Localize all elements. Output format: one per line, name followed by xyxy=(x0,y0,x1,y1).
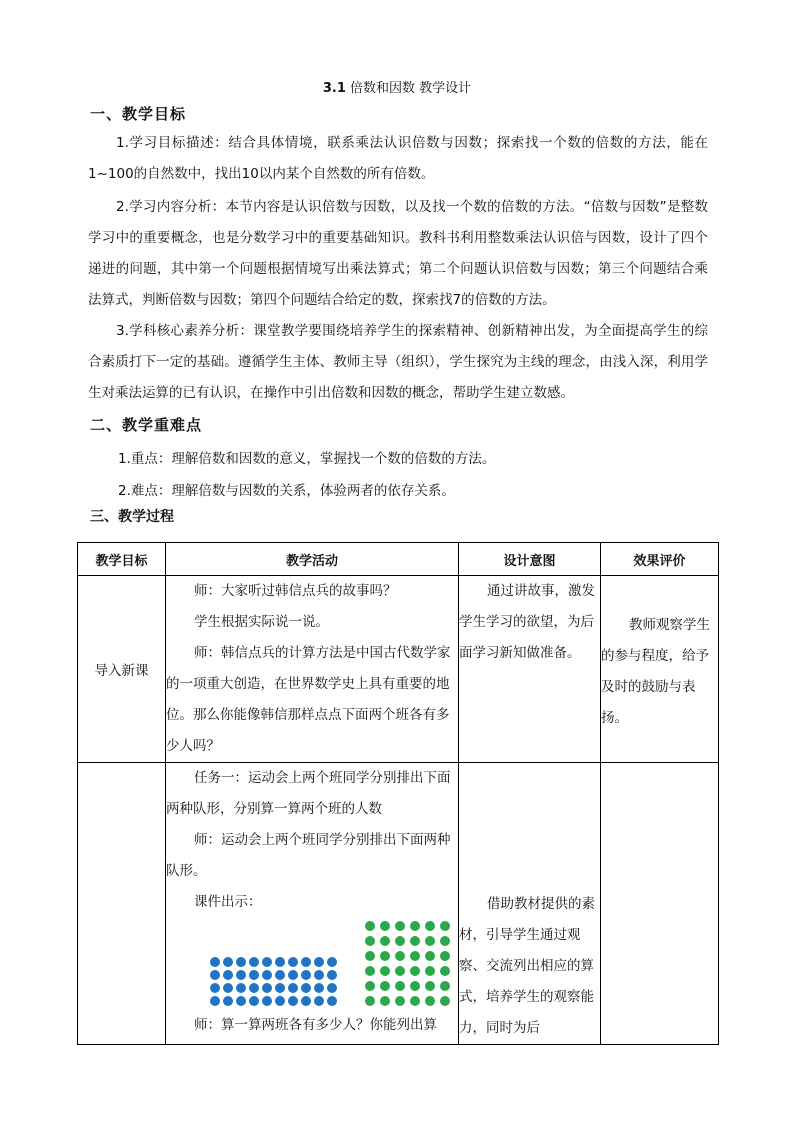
green-dot xyxy=(440,921,450,931)
row1-evaluation xyxy=(601,576,719,763)
intent-text: 通过讲故事，激发学生学习的欲望，为后面学习新知做准备。 xyxy=(459,583,595,661)
green-dot xyxy=(380,921,390,931)
blue-dot xyxy=(236,957,246,967)
green-dot xyxy=(425,981,435,991)
green-dot xyxy=(410,996,420,1006)
green-dot xyxy=(425,921,435,931)
activity-line: 师：大家听过韩信点兵的故事吗？ xyxy=(194,583,397,599)
green-dot xyxy=(410,981,420,991)
blue-dot xyxy=(301,970,311,980)
activity-line: 师：韩信点兵的计算方法是中国古代数学家的一项重大创造，在世界数学史上具有重要的地位。那么你能像韩信那样点点下面两个班各有多少人吗？ xyxy=(166,645,451,754)
green-dot xyxy=(425,966,435,976)
green-dot xyxy=(380,981,390,991)
blue-dot xyxy=(288,983,298,993)
blue-dot xyxy=(327,970,337,980)
page-title xyxy=(0,77,794,96)
blue-dot xyxy=(262,983,272,993)
table-header-row xyxy=(78,543,719,576)
blue-dot xyxy=(210,970,220,980)
blue-dot xyxy=(301,957,311,967)
green-dot xyxy=(395,966,405,976)
blue-dot xyxy=(262,957,272,967)
green-dot xyxy=(440,996,450,1006)
section-heading-process: 三、教学过程 xyxy=(90,509,174,525)
green-dot xyxy=(410,966,420,976)
evaluation-text: 教师观察学生的参与程度，给予及时的鼓励与表扬。 xyxy=(601,617,710,726)
row2-activity xyxy=(166,763,459,1045)
header-intent: 设计意图 xyxy=(459,543,601,576)
green-dot xyxy=(365,936,375,946)
blue-dot xyxy=(210,996,220,1006)
blue-dot xyxy=(249,970,259,980)
green-dot xyxy=(380,936,390,946)
green-dot xyxy=(410,921,420,931)
blue-dot xyxy=(314,983,324,993)
blue-dot xyxy=(288,996,298,1006)
blue-dot xyxy=(275,996,285,1006)
blue-dot xyxy=(236,996,246,1006)
row1-intent xyxy=(459,576,601,763)
title-text: 倍数和因数 教学设计 xyxy=(350,81,472,96)
green-dot xyxy=(380,966,390,976)
green-dot xyxy=(440,951,450,961)
green-dot xyxy=(440,936,450,946)
blue-dot-formation xyxy=(210,957,337,1006)
activity-line: 师：算一算两班各有多少人？你能列出算 xyxy=(194,1017,437,1033)
blue-dot xyxy=(249,996,259,1006)
green-dot xyxy=(395,921,405,931)
blue-dot xyxy=(327,983,337,993)
blue-dot xyxy=(236,970,246,980)
title-number: 3.1 xyxy=(322,81,346,96)
green-dot xyxy=(410,936,420,946)
green-dot xyxy=(440,966,450,976)
blue-dot xyxy=(223,970,233,980)
green-dot xyxy=(395,981,405,991)
formation-figure xyxy=(166,918,458,1012)
objective-paragraph-2: 2.学习内容分析：本节内容是认识倍数与因数，以及找一个数的倍数的方法。“倍数与因数”是整数学习中的重要概念，也是分数学习中的重要基础知识。教科书利用整数乘法认识倍与因数，设计了四个递进的问题，其中第一个问题根据情境写出乘法算式；第二个问题认识倍数与因数；第三个问题结合乘法算式，判断倍数与因数；第四个问题结合给定的数，探索找7的倍数的方法。 xyxy=(88,199,708,308)
green-dot xyxy=(395,996,405,1006)
activity-line: 课件出示： xyxy=(194,894,262,910)
green-dot xyxy=(365,981,375,991)
blue-dot xyxy=(249,957,259,967)
key-point-2: 2.难点：理解倍数与因数的关系，体验两者的依存关系。 xyxy=(118,483,455,499)
table-row xyxy=(78,576,719,763)
intent-text: 借助教材提供的素材，引导学生通过观察、交流列出相应的算式，培养学生的观察能力，同时为后 xyxy=(459,896,595,1036)
blue-dot xyxy=(249,983,259,993)
green-dot xyxy=(365,966,375,976)
row2-goal xyxy=(78,763,166,1045)
header-goal: 教学目标 xyxy=(78,543,166,576)
green-dot xyxy=(440,981,450,991)
objective-paragraph-3: 3.学科核心素养分析：课堂教学要围绕培养学生的探索精神、创新精神出发，为全面提高学生的综合素质打下一定的基础。遵循学生主体、教师主导（组织），学生探究为主线的理念，由浅入深，利用学生对乘法运算的已有认识，在操作中引出倍数和因数的概念，帮助学生建立数感。 xyxy=(88,323,708,401)
green-dot xyxy=(380,996,390,1006)
blue-dot xyxy=(210,957,220,967)
activity-line: 师：运动会上两个班同学分别排出下面两种队形。 xyxy=(166,832,451,879)
blue-dot xyxy=(314,957,324,967)
green-dot xyxy=(365,921,375,931)
blue-dot xyxy=(288,970,298,980)
green-dot xyxy=(380,951,390,961)
blue-dot xyxy=(223,996,233,1006)
lesson-process-table xyxy=(77,542,719,1045)
green-dot xyxy=(425,996,435,1006)
blue-dot xyxy=(210,983,220,993)
green-dot xyxy=(425,936,435,946)
key-point-1: 1.重点：理解倍数和因数的意义，掌握找一个数的倍数的方法。 xyxy=(118,451,496,467)
section-heading-objectives: 一、教学目标 xyxy=(90,105,187,123)
blue-dot xyxy=(275,983,285,993)
activity-line: 学生根据实际说一说。 xyxy=(194,614,329,630)
blue-dot xyxy=(275,970,285,980)
green-dot xyxy=(395,951,405,961)
row1-activity xyxy=(166,576,459,763)
header-activity: 教学活动 xyxy=(166,543,459,576)
objective-paragraph-1: 1.学习目标描述：结合具体情境，联系乘法认识倍数与因数；探索找一个数的倍数的方法，能在1~100的自然数中，找出10以内某个自然数的所有倍数。 xyxy=(88,135,708,182)
blue-dot xyxy=(262,970,272,980)
activity-line: 任务一：运动会上两个班同学分别排出下面两种队形，分别算一算两个班的人数 xyxy=(166,770,451,817)
green-dot xyxy=(365,951,375,961)
blue-dot xyxy=(327,996,337,1006)
header-evaluation: 效果评价 xyxy=(601,543,719,576)
blue-dot xyxy=(236,983,246,993)
green-dot xyxy=(395,936,405,946)
row2-intent xyxy=(459,763,601,1045)
row2-evaluation xyxy=(601,763,719,1045)
table-row xyxy=(78,763,719,1045)
blue-dot xyxy=(288,957,298,967)
blue-dot xyxy=(314,996,324,1006)
blue-dot xyxy=(314,970,324,980)
green-dot xyxy=(425,951,435,961)
blue-dot xyxy=(223,983,233,993)
blue-dot xyxy=(262,996,272,1006)
green-dot-formation xyxy=(365,921,450,1006)
blue-dot xyxy=(327,957,337,967)
blue-dot xyxy=(223,957,233,967)
green-dot xyxy=(365,996,375,1006)
blue-dot xyxy=(301,996,311,1006)
blue-dot xyxy=(275,957,285,967)
row1-goal: 导入新课 xyxy=(78,576,166,763)
blue-dot xyxy=(301,983,311,993)
green-dot xyxy=(410,951,420,961)
section-heading-key-points: 二、教学重难点 xyxy=(90,416,203,434)
